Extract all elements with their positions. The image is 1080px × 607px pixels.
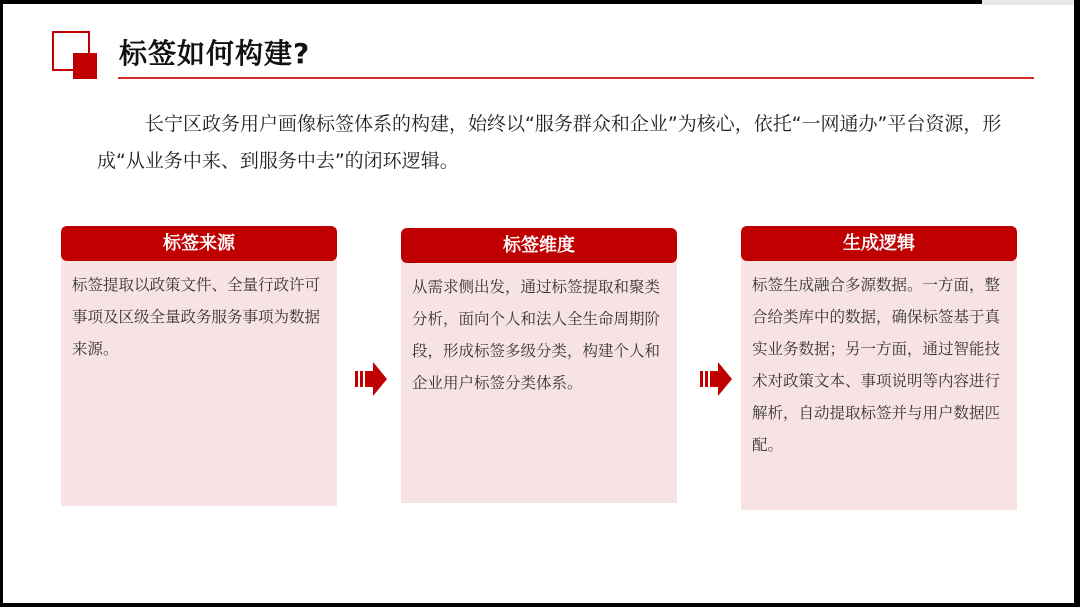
card-tag-source xyxy=(61,226,337,506)
card-heading: 生成逻辑 xyxy=(741,226,1017,261)
card-heading: 标签维度 xyxy=(401,228,677,263)
card-body: 标签生成融合多源数据。一方面，整合给类库中的数据，确保标签基于真实业务数据；另一方面，通过智能技术对政策文本、事项说明等内容进行解析，自动提取标签并与用户数据匹配。 xyxy=(741,259,1017,510)
card-tag-dimension xyxy=(401,228,677,503)
window-toolbar[interactable] xyxy=(982,0,1074,5)
title-divider xyxy=(118,77,1034,79)
logo-filled-square xyxy=(73,53,97,79)
intro-paragraph: 长宁区政务用户画像标签体系的构建，始终以“服务群众和企业”为核心，依托“一网通办”平台资源，形成“从业务中来、到服务中去”的闭环逻辑。 xyxy=(97,113,1002,172)
card-heading: 标签来源 xyxy=(61,226,337,261)
right-arrow-icon xyxy=(700,362,732,396)
card-body: 标签提取以政策文件、全量行政许可事项及区级全量政务服务事项为数据来源。 xyxy=(61,259,337,506)
right-arrow-icon xyxy=(355,362,387,396)
card-generation-logic xyxy=(741,226,1017,510)
slide xyxy=(3,4,1074,603)
page-title: 标签如何构建? xyxy=(119,37,311,70)
card-body: 从需求侧出发，通过标签提取和聚类分析，面向个人和法人全生命周期阶段，形成标签多级分类，构建个人和企业用户标签分类体系。 xyxy=(401,261,677,503)
